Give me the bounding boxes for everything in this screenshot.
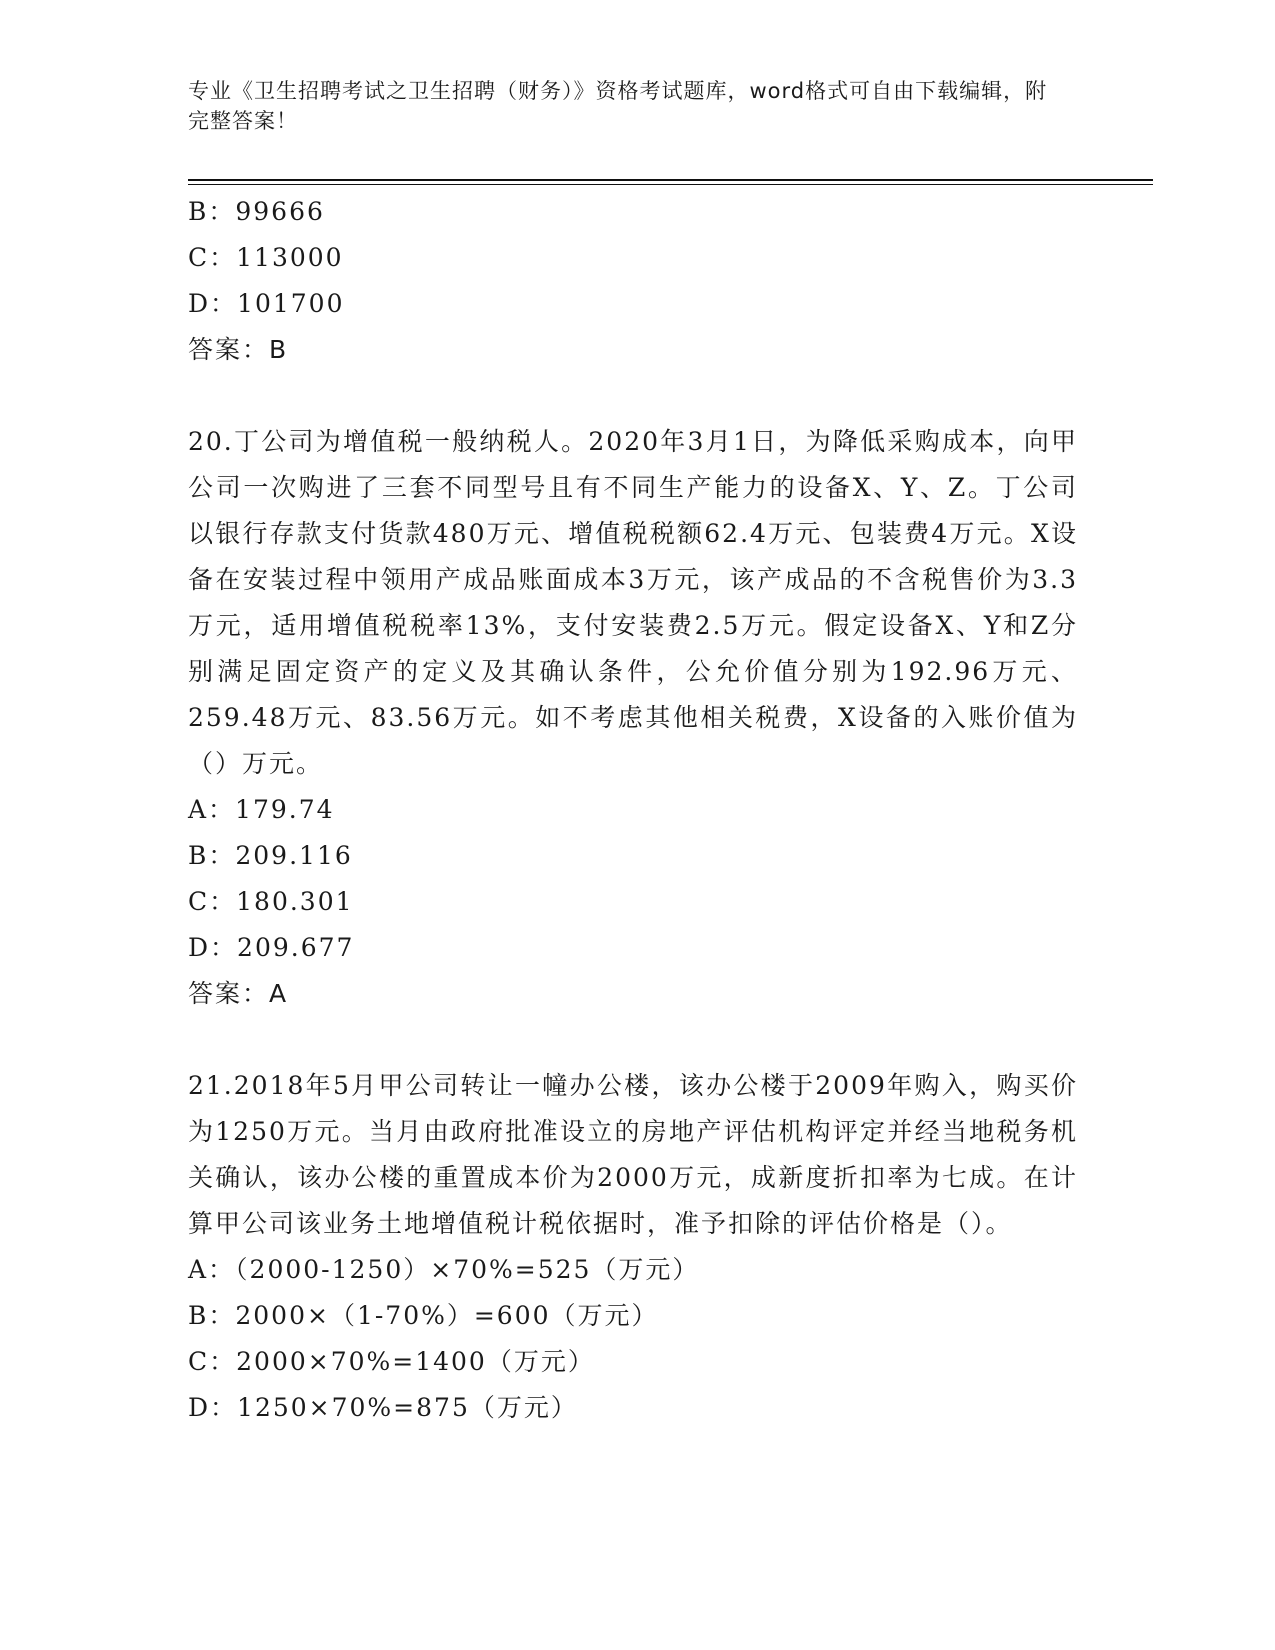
previous-question-tail [188,189,1078,373]
header-text: 专业《卫生招聘考试之卫生招聘（财务）》资格考试题库，word格式可自由下载编辑，附完整答案！ [188,79,1048,133]
document-header [188,76,1068,136]
option-d: D：101700 [188,289,345,318]
answer-line: 答案：B [188,335,289,364]
question-stem: 20.丁公司为增值税一般纳税人。2020年3月1日，为降低采购成本，向甲公司一次购进了三套不同型号且有不同生产能力的设备X、Y、Z。丁公司以银行存款支付货款480万元、增值税税额62.4万元、包装费4万元。X设备在安装过程中领用产成品账面成本3万元，该产成品的不含税售价为3.3万元，适用增值税税率13%，支付安装费2.5万元。假定设备X、Y和Z分别满足固定资产的定义及其确认条件，公允价值分别为192.96万元、259.48万元、83.56万元。如不考虑其他相关税费，X设备的入账价值为（）万元。 [188,427,1078,778]
header-divider-thick [188,179,1153,181]
header-divider-thin [188,184,1153,185]
question-20 [188,419,1078,1017]
answer-line: 答案：A [188,979,289,1008]
option-d: D：1250×70%=875（万元） [188,1393,578,1422]
option-a: A：179.74 [188,795,335,824]
option-a: A：（2000-1250）×70%=525（万元） [188,1255,700,1284]
spacer [188,373,1078,419]
option-b: B：2000×（1-70%）=600（万元） [188,1301,659,1330]
option-b: B：209.116 [188,841,353,870]
option-b: B：99666 [188,197,325,226]
question-content [188,189,1078,1431]
question-stem: 21.2018年5月甲公司转让一幢办公楼，该办公楼于2009年购入，购买价为1250万元。当月由政府批准设立的房地产评估机构评定并经当地税务机关确认，该办公楼的重置成本价为2000万元，成新度折扣率为七成。在计算甲公司该业务土地增值税计税依据时，准予扣除的评估价格是（）。 [188,1071,1078,1238]
option-c: C：113000 [188,243,344,272]
question-21 [188,1063,1078,1431]
option-c: C：180.301 [188,887,354,916]
spacer [188,1017,1078,1063]
option-c: C：2000×70%=1400（万元） [188,1347,595,1376]
option-d: D：209.677 [188,933,355,962]
